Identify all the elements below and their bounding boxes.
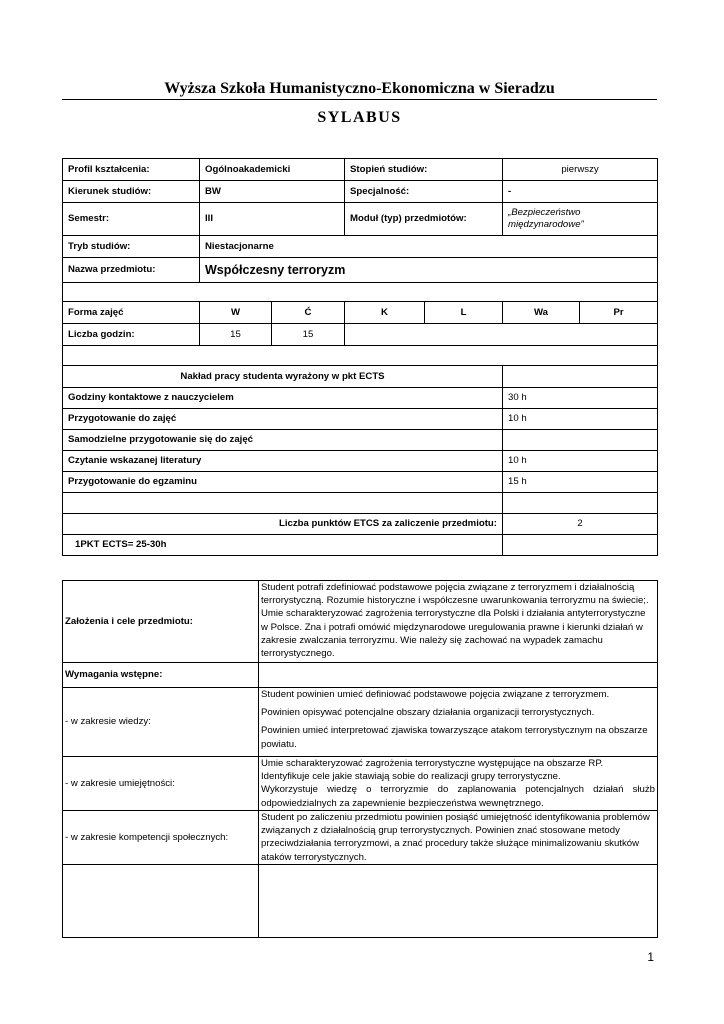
liczba-label: Liczba godzin: bbox=[63, 324, 200, 346]
ects-row-value bbox=[503, 430, 658, 451]
specjalnosc-value: - bbox=[503, 181, 658, 203]
kierunek-value: BW bbox=[200, 181, 345, 203]
kierunek-label: Kierunek studiów: bbox=[63, 181, 200, 203]
spacer-row bbox=[63, 283, 658, 302]
social-text: Student po zaliczeniu przedmiotu powinien posiąść umiejętność identyfikowania problemów związanych z działalnością grup terrorystycznych. Powinien znać stosowane metody przeciwdziałania terroryzmowi, a znać procedury także służące minimalizowaniu skutków ataków terrorystycznych. bbox=[259, 811, 658, 865]
modul-value-line2: międzynarodowe” bbox=[508, 219, 584, 230]
ects-total-value: 2 bbox=[503, 514, 658, 535]
tryb-label: Tryb studiów: bbox=[63, 236, 200, 258]
ects-note: 1PKT ECTS= 25-30h bbox=[63, 535, 503, 556]
spacer-row bbox=[63, 493, 658, 514]
skills-paragraph: Wykorzystuje wiedzę o terroryzmie do zaplanowania potencjalnych działań służb odpowiedzialnych za zapewnienie bezpieczeństwa wewnętrznego. bbox=[261, 784, 655, 809]
table-row bbox=[63, 258, 658, 283]
skills-paragraph: Identyfikuje cele jakie stawiają sobie do realizacji grupy terrorystyczne. bbox=[261, 771, 561, 783]
syllabus-info-table bbox=[62, 158, 658, 556]
forma-col-k: K bbox=[345, 302, 425, 324]
specjalnosc-label: Specjalność: bbox=[345, 181, 503, 203]
empty-cell bbox=[503, 366, 658, 388]
ects-row-label: Godziny kontaktowe z nauczycielem bbox=[63, 388, 503, 409]
table-row bbox=[63, 688, 658, 757]
table-row bbox=[63, 451, 658, 472]
table-row bbox=[63, 472, 658, 493]
goals-label: Założenia i cele przedmiotu: bbox=[63, 581, 259, 663]
empty-cell bbox=[63, 346, 658, 366]
ects-row-label: Przygotowanie do egzaminu bbox=[63, 472, 503, 493]
table-row bbox=[63, 302, 658, 324]
table-row bbox=[63, 430, 658, 451]
modul-label: Moduł (typ) przedmiotów: bbox=[345, 203, 503, 236]
forma-col-w: W bbox=[200, 302, 272, 324]
ects-row-value: 30 h bbox=[503, 388, 658, 409]
table-row bbox=[63, 366, 658, 388]
table-row bbox=[63, 811, 658, 865]
knowledge-paragraph: Student powinien umieć definiować podstawowe pojęcia związane z terroryzmem. bbox=[261, 689, 610, 700]
table-row bbox=[63, 159, 658, 181]
empty-cell bbox=[63, 283, 658, 302]
semestr-label: Semestr: bbox=[63, 203, 200, 236]
table-row bbox=[63, 757, 658, 811]
skills-label: - w zakresie umiejętności: bbox=[63, 757, 259, 811]
table-row bbox=[63, 388, 658, 409]
tryb-value: Niestacjonarne bbox=[200, 236, 658, 258]
ects-row-label: Samodzielne przygotowanie się do zajęć bbox=[63, 430, 503, 451]
forma-col-wa: Wa bbox=[503, 302, 580, 324]
table-row bbox=[63, 514, 658, 535]
profil-label: Profil kształcenia: bbox=[63, 159, 200, 181]
knowledge-paragraph: Powinien umieć interpretować zjawiska towarzyszące atakom terrorystycznym na obszarze powiatu. bbox=[261, 725, 648, 750]
knowledge-text bbox=[259, 688, 658, 757]
document-title: SYLABUS bbox=[317, 109, 402, 126]
modul-value bbox=[503, 203, 658, 236]
requirements-table bbox=[62, 580, 658, 938]
table-row bbox=[63, 409, 658, 430]
goals-text: Student potrafi zdefiniować podstawowe pojęcia związane z terroryzmem i działalnością terrorystyczną. Rozumie historyczne i współczesne uwarunkowania terroryzmu na świecie;. Umie scharakteryzować zagrożenia terrorystyczne dla Polski i działania antyterrorystyczne w Polsce. Zna i potrafi omówić międzynarodowe uregulowania prawne i kierunki działań w zakresie zwalczania terroryzmu. Wie należy się zachować na wypadek zamachu terrorystycznego. bbox=[259, 581, 658, 663]
ects-row-value: 10 h bbox=[503, 451, 658, 472]
empty-cell bbox=[259, 865, 658, 938]
requirements-title: Wymagania wstępne: bbox=[63, 663, 259, 688]
empty-cell bbox=[259, 663, 658, 688]
table-row bbox=[63, 181, 658, 203]
knowledge-label: - w zakresie wiedzy: bbox=[63, 688, 259, 757]
forma-col-l: L bbox=[425, 302, 503, 324]
forma-label: Forma zajęć bbox=[63, 302, 200, 324]
table-row bbox=[63, 581, 658, 663]
social-label: - w zakresie kompetencji społecznych: bbox=[63, 811, 259, 865]
forma-col-pr: Pr bbox=[580, 302, 658, 324]
empty-cell bbox=[63, 493, 503, 514]
semestr-value: III bbox=[200, 203, 345, 236]
stopien-label: Stopień studiów: bbox=[345, 159, 503, 181]
table-row bbox=[63, 236, 658, 258]
ects-row-value: 15 h bbox=[503, 472, 658, 493]
page-number: 1 bbox=[647, 950, 654, 964]
forma-col-c: Ć bbox=[272, 302, 345, 324]
spacer-row bbox=[63, 865, 658, 938]
nazwa-label: Nazwa przedmiotu: bbox=[63, 258, 200, 283]
knowledge-paragraph: Powinien opisywać potencjalne obszary działania organizacji terrorystycznych. bbox=[261, 707, 595, 719]
ects-row-label: Przygotowanie do zajęć bbox=[63, 409, 503, 430]
title-divider bbox=[62, 99, 657, 100]
ects-row-value: 10 h bbox=[503, 409, 658, 430]
hours-w: 15 bbox=[200, 324, 272, 346]
school-title: Wyższa Szkoła Humanistyczno-Ekonomiczna w Sieradzu bbox=[164, 80, 555, 97]
skills-paragraph: Umie scharakteryzować zagrożenia terrorystyczne występujące na obszarze RP. bbox=[261, 758, 604, 769]
table-row bbox=[63, 203, 658, 236]
modul-value-line1: „Bezpieczeństwo bbox=[508, 207, 581, 218]
empty-cell bbox=[63, 865, 259, 938]
empty-cell bbox=[503, 535, 658, 556]
empty-cell bbox=[345, 324, 658, 346]
table-row bbox=[63, 663, 658, 688]
table-row bbox=[63, 535, 658, 556]
stopien-value: pierwszy bbox=[503, 159, 658, 181]
skills-text bbox=[259, 757, 658, 811]
table-row bbox=[63, 324, 658, 346]
ects-row-label: Czytanie wskazanej literatury bbox=[63, 451, 503, 472]
profil-value: Ogólnoakademicki bbox=[200, 159, 345, 181]
ects-total-label: Liczba punktów ETCS za zaliczenie przedmiotu: bbox=[63, 514, 503, 535]
nazwa-value: Współczesny terroryzm bbox=[200, 258, 658, 283]
spacer-row bbox=[63, 346, 658, 366]
ects-section-title: Nakład pracy studenta wyrażony w pkt ECTS bbox=[63, 366, 503, 388]
hours-c: 15 bbox=[272, 324, 345, 346]
empty-cell bbox=[503, 493, 658, 514]
